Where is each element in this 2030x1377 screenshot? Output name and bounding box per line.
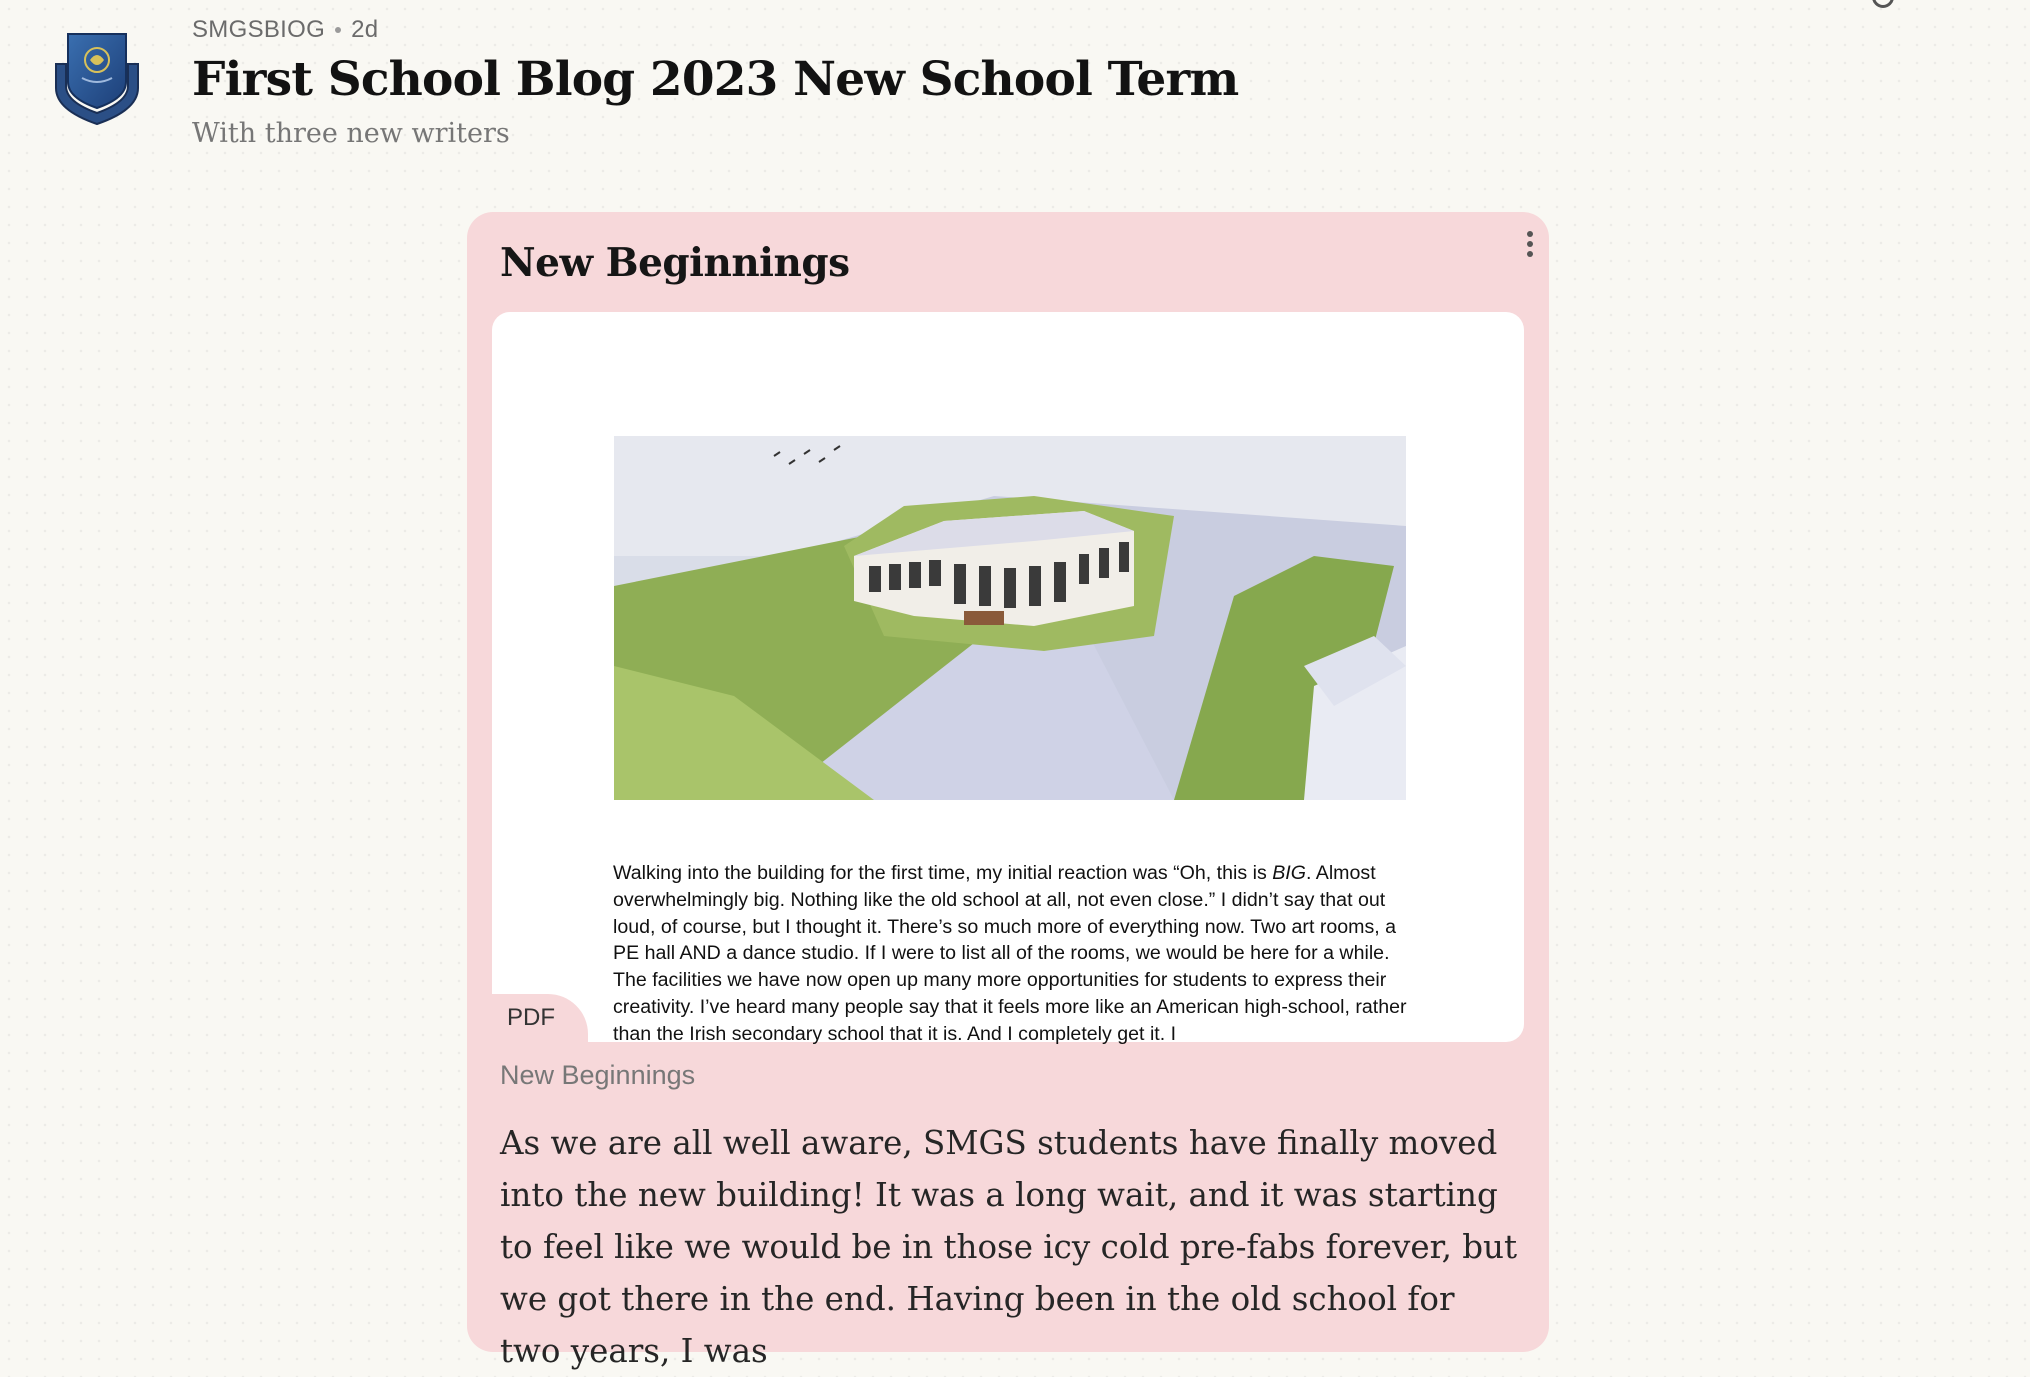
post-body: As we are all well aware, SMGS students have finally moved into the new building! It was a long wait, and it was starting to feel like we would be in those icy cold pre-fabs forever, but we got there in the end. Having been in the old school for two years, I was [500,1124,1518,1370]
shield-crest-icon [52,30,142,126]
pdf-excerpt-italic: BIG [1272,862,1306,884]
separator-dot [335,27,341,33]
post-subtitle: With three new writers [192,118,510,149]
post-age: 2d [351,16,379,43]
post-title[interactable]: First School Blog 2023 New School Term [192,52,1239,107]
post-meta [192,16,378,44]
publication-logo[interactable] [52,30,142,126]
more-dot [1527,231,1533,237]
more-dot [1527,241,1533,247]
card-title: New Beginnings [500,240,850,286]
more-dot [1527,251,1533,257]
pdf-excerpt [613,860,1413,1048]
school-building-image [614,436,1406,800]
pdf-preview[interactable] [492,312,1524,1045]
post-card [467,212,1549,1370]
more-options-icon[interactable] [1518,226,1542,262]
search-icon[interactable] [1872,0,1894,8]
pdf-excerpt-start: Walking into the building for the first time, my initial reaction was “Oh, this is [613,862,1273,884]
publication-name[interactable]: SMGSBIOG [192,16,326,43]
attachment-caption[interactable]: New Beginnings [500,1060,696,1090]
pdf-badge: PDF [492,994,588,1042]
pdf-excerpt-rest: . Almost overwhelmingly big. Nothing like the old school at all, not even close.” I didn’t say that out loud, of course, but I thought it. There’s so much more of everything now. Two art rooms, a PE hall AND a dance studio. If I were to list all of the rooms, we would be here for a while. The facilities we have now open up many more opportunities for students to express their creativity. I’ve heard many people say that it feels more like an American high-school, rather than the Irish secondary school that it is. And I completely get it. I [613,862,1407,1045]
